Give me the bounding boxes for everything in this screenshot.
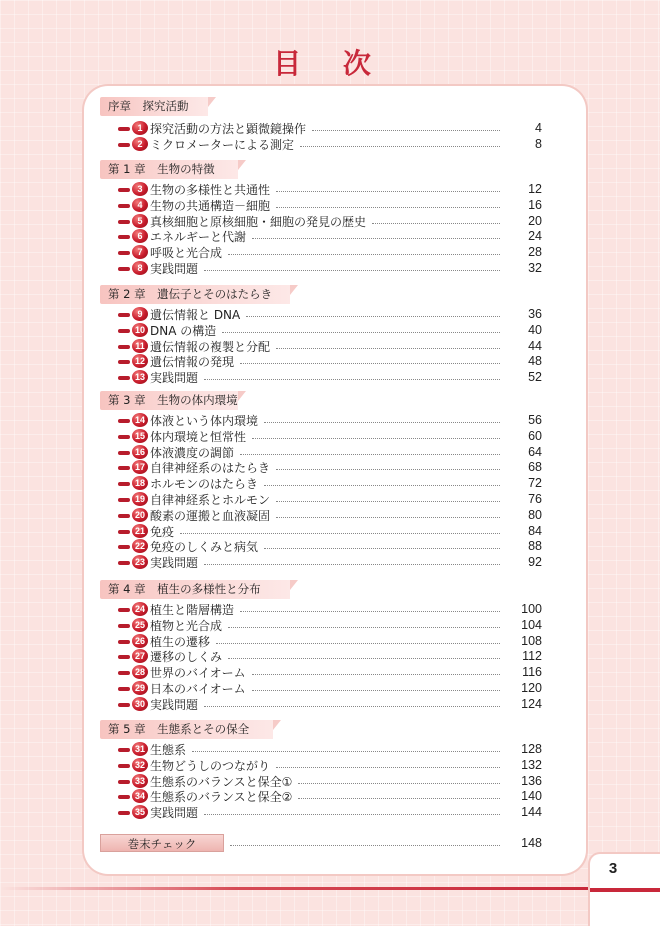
- entry-title: 免疫のしくみと病気: [150, 539, 259, 554]
- entry-title: 生態系のバランスと保全②: [150, 789, 293, 804]
- toc-entry[interactable]: [118, 306, 542, 322]
- badge-bar: [118, 345, 130, 349]
- entry-number-badge: [118, 650, 148, 663]
- entry-title: 呼吸と光合成: [150, 245, 223, 260]
- entry-title: 日本のバイオーム: [150, 681, 246, 696]
- entry-title: 体内環境と恒常性: [150, 429, 247, 444]
- dot-leader: [204, 378, 500, 380]
- badge-bar: [118, 204, 130, 208]
- badge-bar: [118, 764, 130, 768]
- entry-number: 28: [132, 665, 148, 679]
- entry-number: 19: [132, 492, 148, 506]
- entry-number-badge: [118, 806, 148, 819]
- badge-bar: [118, 530, 130, 534]
- badge-bar: [118, 435, 130, 439]
- entry-number-badge: [118, 138, 148, 151]
- toc-entry[interactable]: [118, 680, 542, 696]
- chapter-heading: 第 1 章 生物の特徴: [100, 160, 238, 179]
- dot-leader: [276, 500, 500, 502]
- entry-title: 実践問題: [150, 697, 199, 712]
- badge-bar: [118, 811, 130, 815]
- entry-number: 6: [132, 229, 148, 243]
- entry-number-badge: [118, 682, 148, 695]
- entry-page: 108: [521, 634, 542, 648]
- entry-number: 23: [132, 555, 148, 569]
- dot-leader: [252, 689, 500, 691]
- entry-page: 116: [522, 665, 542, 679]
- toc-entry[interactable]: [118, 244, 542, 260]
- entry-number: 3: [132, 182, 148, 196]
- toc-entry[interactable]: [118, 412, 542, 428]
- toc-entry[interactable]: [118, 757, 542, 773]
- badge-bar: [118, 795, 130, 799]
- entry-number: 24: [132, 602, 148, 616]
- dot-leader: [204, 269, 500, 271]
- page-number: 3: [608, 860, 618, 877]
- entry-page: 104: [521, 618, 542, 632]
- entry-number-badge: [118, 759, 148, 772]
- toc-entry[interactable]: [118, 197, 542, 213]
- dot-leader: [276, 206, 500, 208]
- entry-number-badge: [118, 215, 148, 228]
- badge-bar: [118, 748, 130, 752]
- badge-bar: [118, 251, 130, 255]
- entry-title: 免疫: [150, 524, 175, 539]
- entry-title: 実践問題: [150, 370, 199, 385]
- entry-title: 遺伝情報と DNA: [150, 307, 241, 322]
- dot-leader: [298, 797, 500, 799]
- entry-number: 22: [132, 539, 148, 553]
- toc-entry[interactable]: [118, 120, 542, 136]
- entry-number: 32: [132, 758, 148, 772]
- dot-leader: [312, 129, 500, 131]
- dot-leader: [246, 315, 500, 317]
- entry-title: 遷移のしくみ: [150, 649, 223, 664]
- badge-bar: [118, 127, 130, 131]
- toc-entry[interactable]: [118, 491, 542, 507]
- badge-bar: [118, 235, 130, 239]
- dot-leader: [240, 610, 500, 612]
- dot-leader: [276, 347, 500, 349]
- toc-entry[interactable]: [118, 788, 542, 804]
- entry-page: 136: [521, 774, 542, 788]
- badge-bar: [118, 780, 130, 784]
- dot-leader: [372, 222, 500, 224]
- entry-page: 84: [528, 524, 542, 538]
- entry-number: 17: [132, 460, 148, 474]
- entry-page: 12: [528, 182, 542, 196]
- toc-entry[interactable]: [118, 507, 542, 523]
- entry-number-badge: [118, 493, 148, 506]
- dot-leader: [298, 782, 500, 784]
- toc-entry[interactable]: [118, 428, 542, 444]
- entry-number-badge: [118, 414, 148, 427]
- entry-number-badge: [118, 430, 148, 443]
- toc-entry[interactable]: [118, 648, 542, 664]
- badge-bar: [118, 376, 130, 380]
- entry-number: 11: [132, 339, 148, 353]
- dot-leader: [300, 145, 500, 147]
- entry-page: 56: [528, 413, 542, 427]
- entry-title: エネルギーと代謝: [150, 229, 247, 244]
- dot-leader: [276, 516, 500, 518]
- toc-entry[interactable]: [118, 459, 542, 475]
- entry-number: 14: [132, 413, 148, 427]
- entry-page: 48: [528, 354, 542, 368]
- entry-number-badge: [118, 371, 148, 384]
- dot-leader: [264, 484, 500, 486]
- entry-number-badge: [118, 556, 148, 569]
- badge-bar: [118, 561, 130, 565]
- entry-number: 4: [132, 198, 148, 212]
- toc-entry[interactable]: [118, 136, 542, 152]
- entry-number-badge: [118, 246, 148, 259]
- dot-leader: [264, 547, 500, 549]
- entry-number: 26: [132, 634, 148, 648]
- badge-bar: [118, 608, 130, 612]
- entry-title: 酸素の運搬と血液凝固: [150, 508, 271, 523]
- entry-page: 4: [535, 121, 542, 135]
- entry-number-badge: [118, 355, 148, 368]
- entry-page: 88: [528, 539, 542, 553]
- chapter-heading: 第 3 章 生物の体内環境: [100, 391, 238, 410]
- entry-title: 生態系のバランスと保全①: [150, 774, 293, 789]
- page-number-tab: [590, 854, 660, 926]
- toc-entry[interactable]: [118, 601, 542, 617]
- entry-title: 生物の多様性と共通性: [150, 182, 271, 197]
- dot-leader: [252, 237, 500, 239]
- entry-page: 24: [528, 229, 542, 243]
- badge-bar: [118, 267, 130, 271]
- entry-number: 7: [132, 245, 148, 259]
- entry-page: 36: [528, 307, 542, 321]
- entry-page: 44: [528, 339, 542, 353]
- entry-page: 80: [528, 508, 542, 522]
- entry-page: 68: [528, 460, 542, 474]
- entry-number-badge: [118, 122, 148, 135]
- badge-bar: [118, 360, 130, 364]
- badge-bar: [118, 313, 130, 317]
- entry-number: 35: [132, 805, 148, 819]
- badge-bar: [118, 220, 130, 224]
- dot-leader: [204, 813, 500, 815]
- entry-number-badge: [118, 308, 148, 321]
- badge-bar: [118, 143, 130, 147]
- badge-bar: [118, 514, 130, 518]
- entry-number-badge: [118, 461, 148, 474]
- entry-page: 92: [528, 555, 542, 569]
- entry-number-badge: [118, 262, 148, 275]
- dot-leader: [192, 750, 500, 752]
- dot-leader: [180, 532, 500, 534]
- entry-number-badge: [118, 324, 148, 337]
- badge-bar: [118, 498, 130, 502]
- chapter-heading: 第 5 章 生態系とその保全: [100, 720, 273, 739]
- dot-leader: [276, 766, 500, 768]
- dot-leader: [222, 331, 500, 333]
- dot-leader: [240, 453, 500, 455]
- dot-leader: [276, 190, 500, 192]
- entry-number: 15: [132, 429, 148, 443]
- dot-leader: [216, 642, 500, 644]
- entry-page: 32: [528, 261, 542, 275]
- entry-number: 27: [132, 649, 148, 663]
- entry-page: 140: [521, 789, 542, 803]
- badge-bar: [118, 671, 130, 675]
- toc-entry[interactable]: [118, 260, 542, 276]
- dot-leader: [228, 626, 500, 628]
- entry-title: 実践問題: [150, 555, 199, 570]
- entry-page: 16: [528, 198, 542, 212]
- entry-number-badge: [118, 698, 148, 711]
- entry-page: 100: [521, 602, 542, 616]
- entry-number-badge: [118, 619, 148, 632]
- toc-entry[interactable]: [118, 741, 542, 757]
- entry-number: 34: [132, 789, 148, 803]
- final-check-entry[interactable]: [100, 834, 542, 852]
- entry-page: 124: [521, 697, 542, 711]
- entry-number-badge: [118, 775, 148, 788]
- toc-entry[interactable]: [118, 696, 542, 712]
- entry-number: 12: [132, 354, 148, 368]
- badge-bar: [118, 703, 130, 707]
- badge-bar: [118, 188, 130, 192]
- entry-title: 体液という体内環境: [150, 413, 259, 428]
- entry-title: 遺伝情報の複製と分配: [150, 339, 271, 354]
- entry-page: 28: [528, 245, 542, 259]
- dot-leader: [252, 437, 500, 439]
- entry-number-badge: [118, 540, 148, 553]
- entry-title: DNA の構造: [150, 323, 217, 338]
- entry-number: 25: [132, 618, 148, 632]
- entry-number-badge: [118, 525, 148, 538]
- entry-page: 40: [528, 323, 542, 337]
- entry-page: 120: [521, 681, 542, 695]
- dot-leader: [252, 673, 500, 675]
- entry-page: 8: [535, 137, 542, 151]
- entry-number-badge: [118, 509, 148, 522]
- entry-page: 128: [521, 742, 542, 756]
- dot-leader: [228, 657, 500, 659]
- dot-leader: [230, 844, 500, 846]
- entry-title: 植物と光合成: [150, 618, 223, 633]
- badge-bar: [118, 687, 130, 691]
- entry-number: 16: [132, 445, 148, 459]
- entry-number-badge: [118, 477, 148, 490]
- page-number-stripe: [590, 888, 660, 892]
- dot-leader: [276, 468, 500, 470]
- badge-bar: [118, 466, 130, 470]
- dot-leader: [204, 563, 500, 565]
- entry-title: 植生の遷移: [150, 634, 211, 649]
- badge-bar: [118, 624, 130, 628]
- entry-number: 1: [132, 121, 148, 135]
- entry-page: 72: [528, 476, 542, 490]
- toc-entry[interactable]: [118, 538, 542, 554]
- entry-title: 遺伝情報の発現: [150, 354, 235, 369]
- toc-entry[interactable]: [118, 664, 542, 680]
- entry-page: 20: [528, 214, 542, 228]
- entry-number: 29: [132, 681, 148, 695]
- badge-bar: [118, 655, 130, 659]
- toc-entry[interactable]: [118, 228, 542, 244]
- badge-bar: [118, 451, 130, 455]
- entry-number-badge: [118, 230, 148, 243]
- entry-page: 52: [528, 370, 542, 384]
- entry-number: 9: [132, 307, 148, 321]
- entry-page: 76: [528, 492, 542, 506]
- entry-title: 植生と階層構造: [150, 602, 235, 617]
- entry-page: 64: [528, 445, 542, 459]
- entry-title: 生物の共通構造－細胞: [150, 198, 271, 213]
- toc-entry[interactable]: [118, 475, 542, 491]
- entry-title: 世界のバイオーム: [150, 665, 246, 680]
- entry-title: 実践問題: [150, 805, 199, 820]
- chapter-heading: 第 4 章 植生の多様性と分布: [100, 580, 290, 599]
- entry-number-badge: [118, 199, 148, 212]
- entry-title: ホルモンのはたらき: [150, 476, 259, 491]
- badge-bar: [118, 482, 130, 486]
- badge-bar: [118, 640, 130, 644]
- entry-number: 8: [132, 261, 148, 275]
- entry-number: 20: [132, 508, 148, 522]
- footer-rule: [0, 887, 590, 890]
- entry-title: 生物どうしのつながり: [150, 758, 271, 773]
- dot-leader: [228, 253, 500, 255]
- entry-title: 自律神経系のはたらき: [150, 460, 271, 475]
- entry-number-badge: [118, 743, 148, 756]
- dot-leader: [204, 705, 500, 707]
- toc-entry[interactable]: [118, 353, 542, 369]
- toc-entry[interactable]: [118, 181, 542, 197]
- entry-number: 18: [132, 476, 148, 490]
- entry-number: 31: [132, 742, 148, 756]
- entry-page: 144: [521, 805, 542, 819]
- entry-number-badge: [118, 666, 148, 679]
- entry-number: 5: [132, 214, 148, 228]
- entry-title: 探究活動の方法と顕微鏡操作: [150, 121, 307, 136]
- entry-number-badge: [118, 790, 148, 803]
- entry-number: 13: [132, 370, 148, 384]
- chapter-heading: 第 2 章 遺伝子とそのはたらき: [100, 285, 290, 304]
- entry-title: ミクロメーターによる測定: [150, 137, 295, 152]
- toc-entry[interactable]: [118, 617, 542, 633]
- final-check-label: 巻末チェック: [100, 834, 224, 852]
- entry-page: 132: [521, 758, 542, 772]
- entry-title: 実践問題: [150, 261, 199, 276]
- entry-number: 33: [132, 774, 148, 788]
- entry-title: 体液濃度の調節: [150, 445, 235, 460]
- entry-title: 生態系: [150, 742, 187, 757]
- dot-leader: [264, 421, 500, 423]
- entry-title: 自律神経系とホルモン: [150, 492, 271, 507]
- entry-number-badge: [118, 340, 148, 353]
- badge-bar: [118, 419, 130, 423]
- entry-title: 真核細胞と原核細胞・細胞の発見の歴史: [150, 214, 367, 229]
- final-check-page: 148: [521, 836, 542, 850]
- entry-number-badge: [118, 446, 148, 459]
- toc-entry[interactable]: [118, 804, 542, 820]
- entry-number: 10: [132, 323, 148, 337]
- page-title: 目 次: [273, 47, 387, 80]
- toc-entry[interactable]: [118, 322, 542, 338]
- entry-number-badge: [118, 183, 148, 196]
- badge-bar: [118, 545, 130, 549]
- entry-number-badge: [118, 635, 148, 648]
- entry-page: 60: [528, 429, 542, 443]
- badge-bar: [118, 329, 130, 333]
- entry-page: 112: [522, 649, 542, 663]
- entry-number: 2: [132, 137, 148, 151]
- dot-leader: [240, 362, 500, 364]
- entry-number: 21: [132, 524, 148, 538]
- chapter-heading: 序章 探究活動: [100, 97, 208, 116]
- toc-entry[interactable]: [118, 554, 542, 570]
- toc-entry[interactable]: [118, 369, 542, 385]
- entry-number: 30: [132, 697, 148, 711]
- entry-number-badge: [118, 603, 148, 616]
